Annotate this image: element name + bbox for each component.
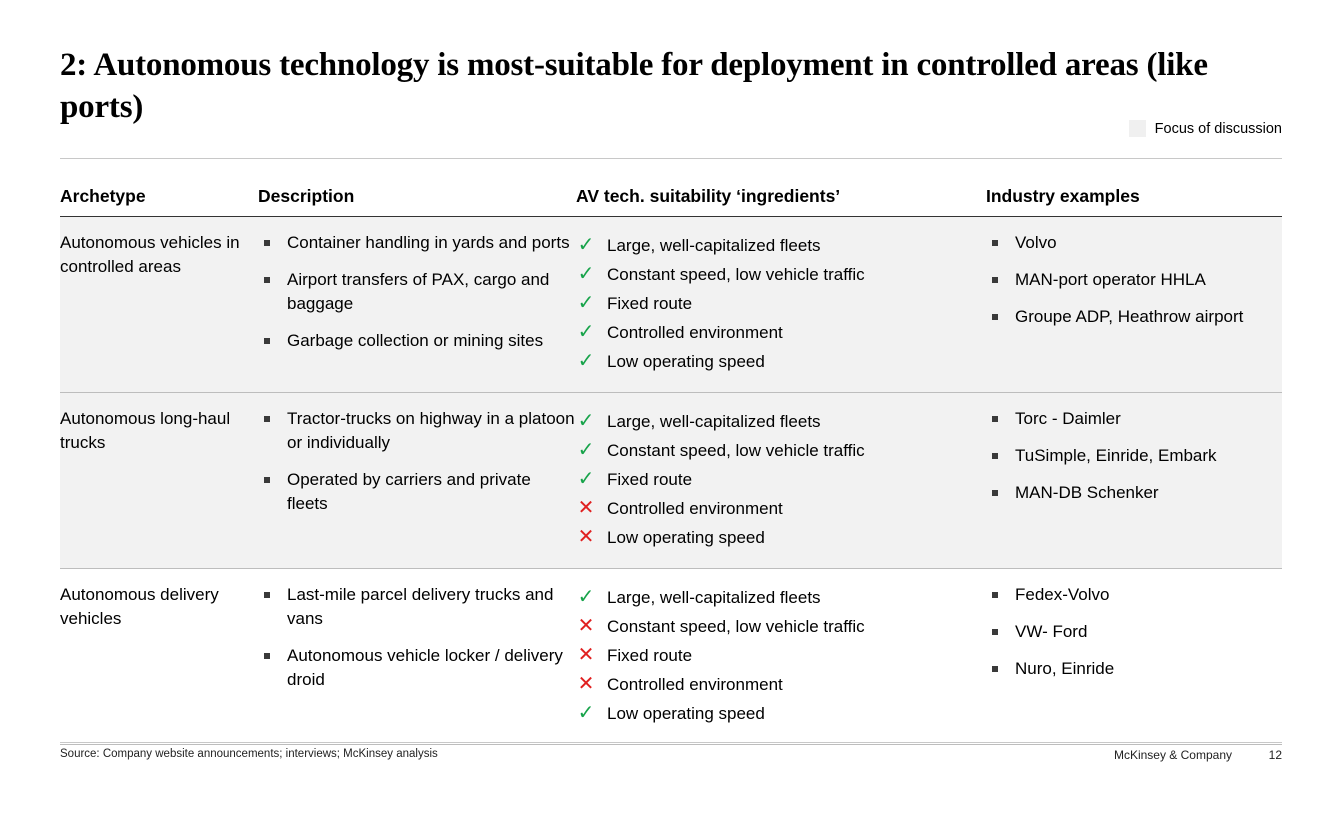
- list-item: Torc - Daimler: [986, 407, 1282, 431]
- ingredient-label: Constant speed, low vehicle traffic: [607, 265, 865, 284]
- list-item: Last-mile parcel delivery trucks and vans: [258, 583, 576, 631]
- examples-list: [986, 583, 1282, 681]
- ingredient-list: [576, 231, 986, 376]
- list-item: MAN-port operator HHLA: [986, 268, 1282, 292]
- list-item: [576, 670, 986, 699]
- ingredient-label: Low operating speed: [607, 528, 765, 547]
- cell-description: [258, 393, 576, 569]
- page-number: 12: [1268, 748, 1282, 762]
- header-divider: [60, 158, 1282, 159]
- archetype-table: [60, 186, 1282, 745]
- check-icon: ✓: [577, 702, 595, 724]
- legend-label: Focus of discussion: [1154, 120, 1282, 137]
- ingredient-label: Fixed route: [607, 470, 693, 489]
- list-item: Volvo: [986, 231, 1282, 255]
- examples-list: [986, 231, 1282, 329]
- ingredient-label: Low operating speed: [607, 704, 765, 723]
- description-list: [258, 583, 576, 692]
- table-row: [60, 569, 1282, 745]
- list-item: Groupe ADP, Heathrow airport: [986, 305, 1282, 329]
- legend: [1129, 120, 1282, 137]
- cell-examples: [986, 217, 1282, 393]
- list-item: Nuro, Einride: [986, 657, 1282, 681]
- page-title: 2: Autonomous technology is most-suitable for deployment in controlled areas (like ports): [60, 47, 1208, 125]
- list-item: [576, 523, 986, 552]
- list-item: [576, 260, 986, 289]
- ingredient-label: Large, well-capitalized fleets: [607, 236, 821, 255]
- list-item: [576, 436, 986, 465]
- description-list: [258, 231, 576, 353]
- footer-divider: [60, 742, 1282, 743]
- cell-examples: [986, 569, 1282, 745]
- cross-icon: ✕: [577, 644, 595, 666]
- list-item: [576, 583, 986, 612]
- list-item: [576, 641, 986, 670]
- check-icon: ✓: [577, 439, 595, 461]
- list-item: Autonomous vehicle locker / delivery droid: [258, 644, 576, 692]
- check-icon: ✓: [577, 410, 595, 432]
- column-header-description: Description: [258, 186, 576, 217]
- list-item: MAN-DB Schenker: [986, 481, 1282, 505]
- table-body: [60, 217, 1282, 745]
- column-header-ingredients: AV tech. suitability ‘ingredients’: [576, 186, 986, 217]
- table-header-row: [60, 186, 1282, 217]
- list-item: Operated by carriers and private fleets: [258, 468, 576, 516]
- list-item: Tractor-trucks on highway in a platoon or individually: [258, 407, 576, 455]
- ingredient-label: Controlled environment: [607, 499, 783, 518]
- list-item: Garbage collection or mining sites: [258, 329, 576, 353]
- cross-icon: ✕: [577, 526, 595, 548]
- list-item: TuSimple, Einride, Embark: [986, 444, 1282, 468]
- table-row: [60, 217, 1282, 393]
- cell-ingredients: [576, 569, 986, 745]
- list-item: [576, 407, 986, 436]
- list-item: [576, 699, 986, 728]
- description-list: [258, 407, 576, 516]
- list-item: Container handling in yards and ports: [258, 231, 576, 255]
- ingredient-label: Fixed route: [607, 294, 693, 313]
- cross-icon: ✕: [577, 673, 595, 695]
- list-item: [576, 347, 986, 376]
- cell-description: [258, 569, 576, 745]
- cell-archetype: Autonomous long-haul trucks: [60, 393, 258, 569]
- check-icon: ✓: [577, 350, 595, 372]
- ingredient-label: Constant speed, low vehicle traffic: [607, 617, 865, 636]
- list-item: [576, 465, 986, 494]
- cross-icon: ✕: [577, 497, 595, 519]
- cell-archetype: Autonomous vehicles in controlled areas: [60, 217, 258, 393]
- column-header-archetype: Archetype: [60, 186, 258, 217]
- column-header-examples: Industry examples: [986, 186, 1282, 217]
- list-item: [576, 612, 986, 641]
- check-icon: ✓: [577, 321, 595, 343]
- ingredient-list: [576, 583, 986, 728]
- ingredient-list: [576, 407, 986, 552]
- examples-list: [986, 407, 1282, 505]
- cell-description: [258, 217, 576, 393]
- list-item: Airport transfers of PAX, cargo and baggage: [258, 268, 576, 316]
- list-item: [576, 318, 986, 347]
- legend-swatch-icon: [1129, 120, 1146, 137]
- list-item: [576, 231, 986, 260]
- list-item: [576, 494, 986, 523]
- check-icon: ✓: [577, 263, 595, 285]
- list-item: VW- Ford: [986, 620, 1282, 644]
- cell-examples: [986, 393, 1282, 569]
- cell-archetype: Autonomous delivery vehicles: [60, 569, 258, 745]
- ingredient-label: Controlled environment: [607, 675, 783, 694]
- check-icon: ✓: [577, 292, 595, 314]
- source-note: Source: Company website announcements; interviews; McKinsey analysis: [60, 748, 438, 760]
- check-icon: ✓: [577, 586, 595, 608]
- ingredient-label: Fixed route: [607, 646, 693, 665]
- cell-ingredients: [576, 393, 986, 569]
- ingredient-label: Constant speed, low vehicle traffic: [607, 441, 865, 460]
- list-item: Fedex-Volvo: [986, 583, 1282, 607]
- brand-label: McKinsey & Company: [1113, 748, 1232, 762]
- table-row: [60, 393, 1282, 569]
- ingredient-label: Controlled environment: [607, 323, 783, 342]
- cell-ingredients: [576, 217, 986, 393]
- check-icon: ✓: [577, 234, 595, 256]
- list-item: [576, 289, 986, 318]
- ingredient-label: Large, well-capitalized fleets: [607, 412, 821, 431]
- ingredient-label: Low operating speed: [607, 352, 765, 371]
- cross-icon: ✕: [577, 615, 595, 637]
- ingredient-label: Large, well-capitalized fleets: [607, 588, 821, 607]
- check-icon: ✓: [577, 468, 595, 490]
